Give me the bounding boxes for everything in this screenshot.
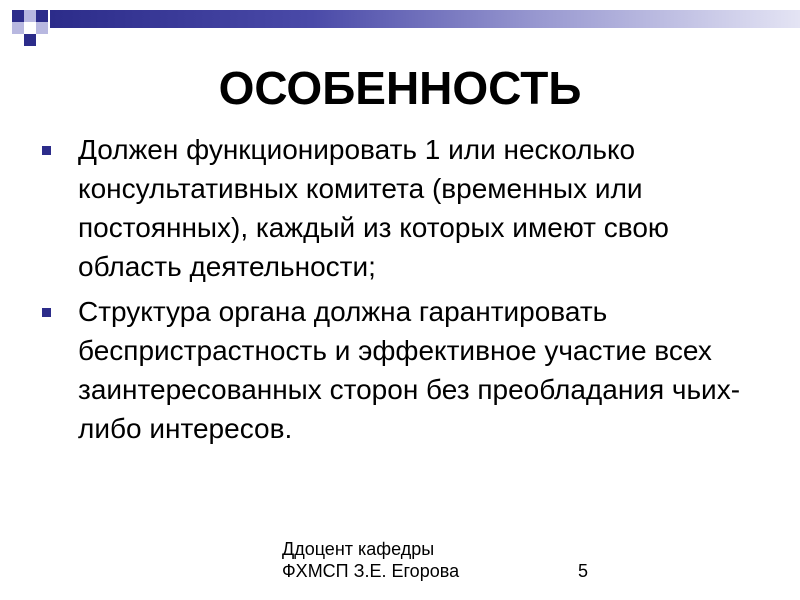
footer-author-line1: Ддоцент кафедры (282, 539, 435, 559)
footer-author-line2: ФХМСП З.Е. Егорова (282, 561, 460, 581)
footer-author (282, 538, 459, 582)
bullet-item (42, 292, 762, 448)
header-decor-bar (50, 10, 800, 28)
slide-title: ОСОБЕННОСТЬ (218, 62, 582, 114)
bullet-item (42, 130, 762, 286)
bullet-list (42, 130, 762, 454)
bullet-text: Структура органа должна гарантировать беспристрастность и эффективное участие всех заинтересованных сторон без преобладания чьих-либо интересов. (78, 296, 741, 444)
page-number: 5 (578, 561, 589, 581)
bullet-text: Должен функционировать 1 или несколько консультативных комитета (временных или постоянных), каждый из которых имеют свою область деятельности; (78, 134, 669, 282)
square-bullet-icon (42, 308, 51, 317)
square-bullet-icon (42, 146, 51, 155)
